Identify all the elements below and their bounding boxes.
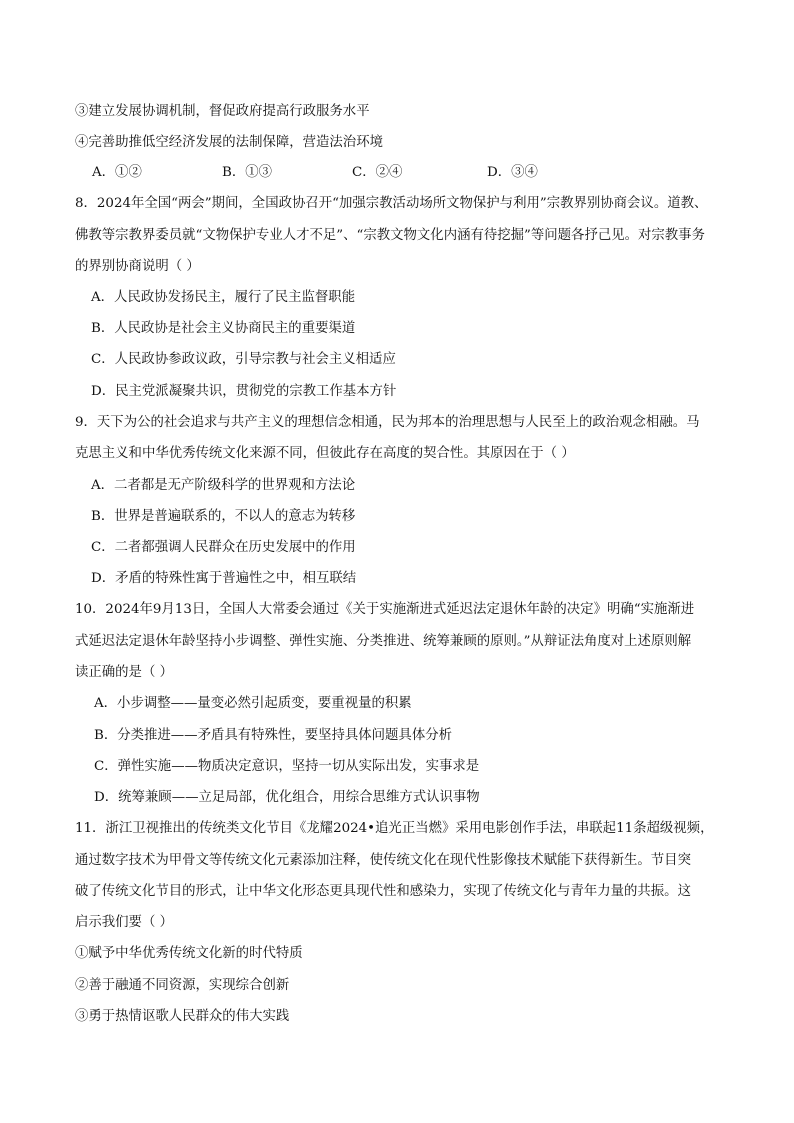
q10-option-c: C．弹性实施——物质决定意识，坚持一切从实际出发，实事求是 <box>94 759 480 774</box>
q8-option-c: C．人民政协参政议政，引导宗教与社会主义相适应 <box>91 352 396 367</box>
q9-option-b: B．世界是普遍联系的，不以人的意志为转移 <box>91 509 356 524</box>
q8-stem-line-3: 的界别协商说明（ ） <box>75 259 200 274</box>
q9-stem-line-1: 9．天下为公的社会追求与共产主义的理想信念相通，民为邦本的治理思想与人民至上的政治观念相融。马 <box>75 415 700 430</box>
q8-option-d: D．民主党派凝聚共识，贯彻党的宗教工作基本方针 <box>91 384 397 399</box>
q7-option-a: A．①② <box>92 165 142 180</box>
q7-item-3: ③建立发展协调机制，督促政府提高行政服务水平 <box>75 104 370 119</box>
q9-option-c: C．二者都强调人民群众在历史发展中的作用 <box>91 540 356 555</box>
q8-option-a: A．人民政协发扬民主，履行了民主监督职能 <box>91 290 356 305</box>
q11-item-2: ②善于融通不同资源，实现综合创新 <box>75 978 290 993</box>
q11-item-3: ③勇于热情讴歌人民群众的伟大实践 <box>75 1009 290 1024</box>
q10-option-b: B．分类推进——矛盾具有特殊性，要坚持具体问题具体分析 <box>94 728 452 743</box>
q10-stem-line-1: 10．2024年9月13日，全国人大常委会通过《关于实施渐进式延迟法定退休年龄的决定》明确“实施渐进 <box>75 602 695 617</box>
q10-stem-line-3: 读正确的是（ ） <box>75 665 173 680</box>
q10-stem-line-2: 式延迟法定退休年龄坚持小步调整、弹性实施、分类推进、统筹兼顾的原则。”从辩证法角度对上述原则解 <box>75 634 692 649</box>
q7-option-c: C．②④ <box>352 165 403 180</box>
q11-item-1: ①赋予中华优秀传统文化新的时代特质 <box>75 946 303 961</box>
q10-option-a: A．小步调整——量变必然引起质变，要重视量的积累 <box>94 696 412 711</box>
q11-stem-line-4: 启示我们要（ ） <box>75 915 173 930</box>
q8-stem-line-1: 8．2024年全国“两会”期间，全国政协召开“加强宗教活动场所文物保护与利用”宗教界别协商会议。道教、 <box>75 196 708 211</box>
q7-option-b: B．①③ <box>222 165 273 180</box>
q8-option-b: B．人民政协是社会主义协商民主的重要渠道 <box>91 321 356 336</box>
q7-option-d: D．③④ <box>487 165 538 180</box>
q7-options <box>92 163 692 183</box>
q10-option-d: D．统筹兼顾——立足局部，优化组合，用综合思维方式认识事物 <box>94 790 480 805</box>
q9-stem-line-2: 克思主义和中华优秀传统文化来源不同，但彼此存在高度的契合性。其原因在于（ ） <box>75 446 575 461</box>
q11-stem-line-2: 通过数字技术为甲骨文等传统文化元素添加注释，使传统文化在现代性影像技术赋能下获得新生。节目突 <box>75 853 691 868</box>
q9-option-d: D．矛盾的特殊性寓于普遍性之中，相互联结 <box>91 571 357 586</box>
q7-item-4: ④完善助推低空经济发展的法制保障，营造法治环境 <box>75 135 383 150</box>
q8-stem-line-2: 佛教等宗教界委员就“文物保护专业人才不足”、“宗教文物文化内涵有待挖掘”等问题各抒己见。对宗教事务 <box>75 228 705 243</box>
q9-option-a: A．二者都是无产阶级科学的世界观和方法论 <box>91 478 356 493</box>
q11-stem-line-3: 破了传统文化节目的形式，让中华文化形态更具现代性和感染力，实现了传统文化与青年力量的共振。这 <box>75 884 691 899</box>
q11-stem-line-1: 11．浙江卫视推出的传统类文化节目《龙耀2024•追光正当燃》采用电影创作手法，串联起11条超级视频， <box>75 821 714 836</box>
